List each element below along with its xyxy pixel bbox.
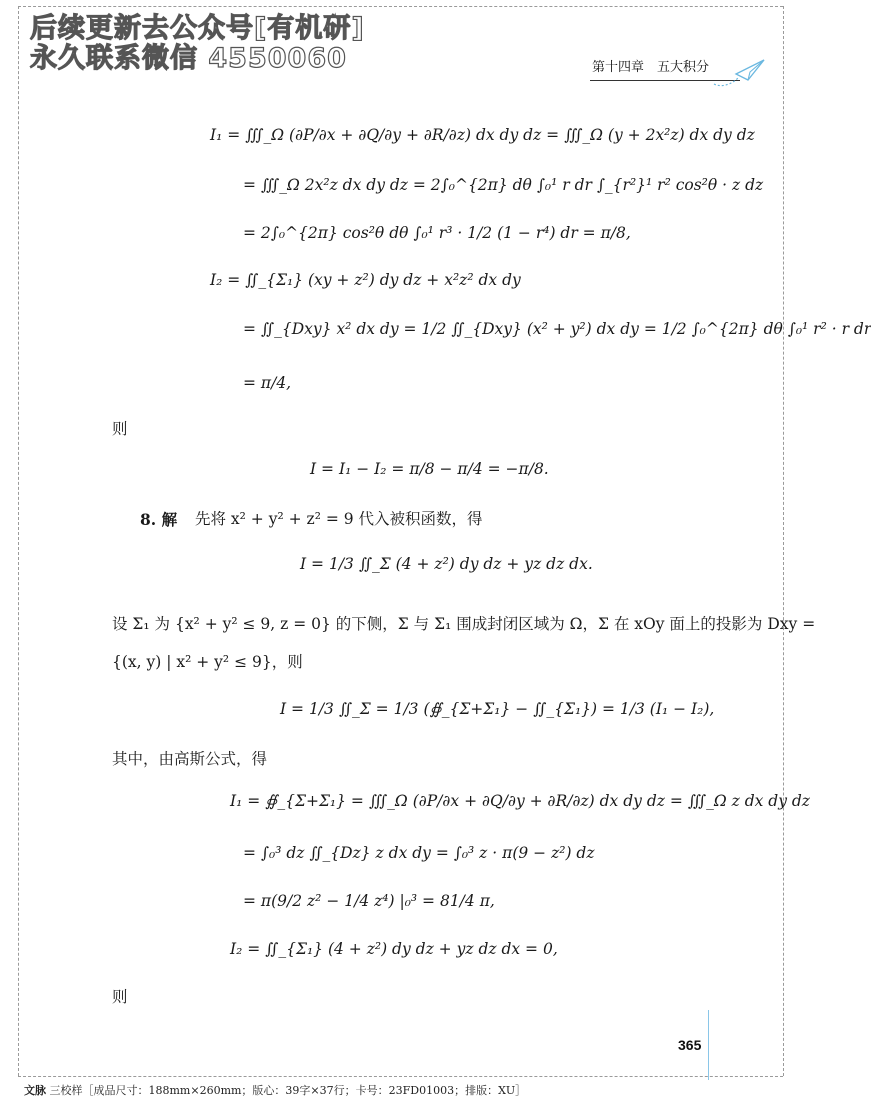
paragraph-then-2: 则	[112, 988, 128, 1006]
eq-i-substituted: I = 1/3 ∬_Σ (4 + z²) dy dz + yz dz dx.	[300, 555, 593, 573]
watermark-line-2: 永久联系微信 4550060	[30, 43, 347, 74]
chapter-header: 第十四章 五大积分	[592, 60, 710, 75]
eq-i1-line-1: I₁ = ∭_Ω (∂P/∂x + ∂Q/∂y + ∂R/∂z) dx dy dz = ∭_Ω (y + 2x²z) dx dy dz	[210, 126, 755, 144]
footer-brand: 文脉	[24, 1084, 46, 1097]
crop-frame-bottom	[18, 1076, 783, 1077]
crop-frame-left	[18, 6, 19, 1076]
eq-gauss-line-1: I₁ = ∯_{Σ+Σ₁} = ∭_Ω (∂P/∂x + ∂Q/∂y + ∂R/∂z) dx dy dz = ∭_Ω z dx dy dz	[230, 792, 810, 810]
watermark-line-1: 后续更新去公众号[有机研]	[30, 13, 365, 44]
eq-i2-zero: I₂ = ∬_{Σ₁} (4 + z²) dy dz + yz dz dx = 0,	[230, 940, 558, 958]
footer-print-info: 三校样［成品尺寸：188mm×260mm；版心：39字×37行；卡号：23FD01003；排版：XU］	[49, 1084, 527, 1097]
problem-8-intro: 先将 x² + y² + z² = 9 代入被积函数，得	[195, 510, 483, 528]
paragraph-gauss: 其中，由高斯公式，得	[112, 750, 268, 768]
problem-8-label: 8. 解	[140, 510, 178, 529]
page-number-rule	[708, 1010, 709, 1080]
crop-frame-right	[783, 6, 784, 1076]
eq-i-decomposed: I = 1/3 ∬_Σ = 1/3 (∯_{Σ+Σ₁} − ∬_{Σ₁}) = 1/3 (I₁ − I₂),	[280, 700, 715, 718]
paragraph-define-sigma1: 设 Σ₁ 为 {x² + y² ≤ 9, z = 0} 的下侧，Σ 与 Σ₁ 围成封闭区域为 Ω，Σ 在 xOy 面上的投影为 Dxy =	[112, 615, 816, 633]
eq-gauss-line-3: = π(9/2 z² − 1/4 z⁴) |₀³ = 81/4 π,	[243, 892, 495, 910]
eq-result-i: I = I₁ − I₂ = π/8 − π/4 = −π/8.	[310, 460, 549, 478]
paragraph-dxy-set: {(x, y) | x² + y² ≤ 9}，则	[112, 653, 303, 671]
eq-i2-line-2: = ∬_{Dxy} x² dx dy = 1/2 ∬_{Dxy} (x² + y²) dx dy = 1/2 ∫₀^{2π} dθ ∫₀¹ r² · r dr	[243, 320, 871, 338]
eq-i2-line-1: I₂ = ∬_{Σ₁} (xy + z²) dy dz + x²z² dx dy	[210, 271, 521, 289]
paragraph-then-1: 则	[112, 420, 128, 438]
page-number: 365	[678, 1037, 702, 1053]
print-footer	[24, 1082, 526, 1098]
eq-gauss-line-2: = ∫₀³ dz ∬_{Dz} z dx dy = ∫₀³ z · π(9 − z²) dz	[243, 844, 595, 862]
eq-i1-line-3: = 2∫₀^{2π} cos²θ dθ ∫₀¹ r³ · 1/2 (1 − r⁴) dr = π/8,	[243, 224, 631, 242]
paper-plane-icon	[708, 54, 768, 90]
eq-i1-line-2: = ∭_Ω 2x²z dx dy dz = 2∫₀^{2π} dθ ∫₀¹ r dr ∫_{r²}¹ r² cos²θ · z dz	[243, 176, 764, 194]
eq-i2-line-3: = π/4,	[243, 374, 292, 392]
